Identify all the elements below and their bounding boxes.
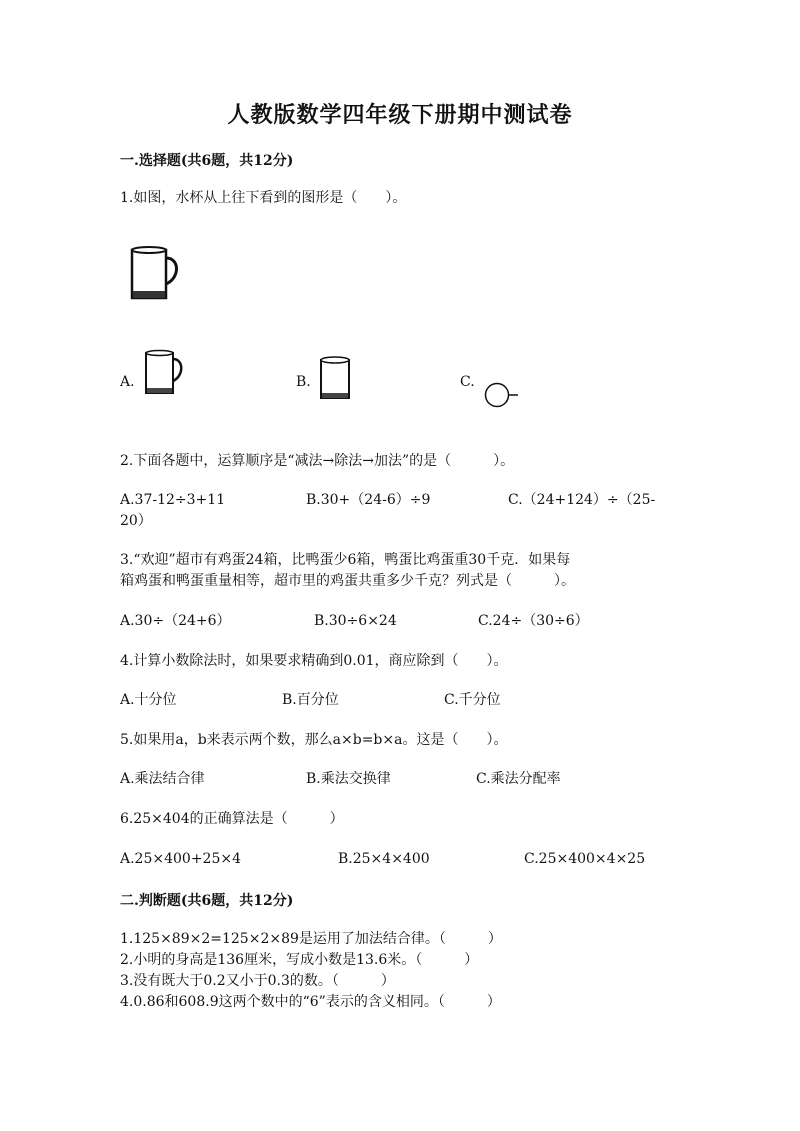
q5-option-c[interactable]: C.乘法分配率	[476, 771, 561, 787]
question-3-line-1: 3.“欢迎”超市有鸡蛋24箱，比鸭蛋少6箱，鸭蛋比鸡蛋重30千克．如果每	[120, 552, 571, 568]
judgement-item-2: 2.小明的身高是136厘米，写成小数是13.6米。（ ）	[120, 952, 479, 968]
q6-option-c[interactable]: C.25×400×4×25	[524, 851, 646, 867]
q1-option-a-label[interactable]: A.	[120, 374, 135, 390]
q5-option-a[interactable]: A.乘法结合律	[120, 771, 205, 787]
question-1-text: 1.如图，水杯从上往下看到的图形是（ ）。	[120, 190, 407, 206]
q2-option-c-wrap: 20）	[120, 513, 152, 529]
q3-option-b[interactable]: B.30÷6×24	[314, 613, 397, 629]
question-3-line-2: 箱鸡蛋和鸭蛋重量相等，超市里的鸡蛋共重多少千克？列式是（ ）。	[120, 573, 575, 589]
question-4-text: 4.计算小数除法时，如果要求精确到0.01，商应除到（ ）。	[120, 653, 508, 669]
q6-option-b[interactable]: B.25×4×400	[338, 851, 430, 867]
q4-option-a[interactable]: A.十分位	[120, 692, 177, 708]
q4-option-c[interactable]: C.千分位	[444, 692, 501, 708]
section-heading-choice: 一.选择题(共6题，共12分)	[120, 153, 294, 169]
question-5-text: 5.如果用a，b来表示两个数，那么a×b=b×a。这是（ ）。	[120, 732, 508, 748]
q2-option-b[interactable]: B.30+（24-6）÷9	[306, 492, 431, 508]
q4-option-b[interactable]: B.百分位	[282, 692, 339, 708]
q1-option-b-label[interactable]: B.	[296, 374, 311, 390]
circle-with-handle-icon	[482, 380, 522, 410]
section-heading-judgement: 二.判断题(共6题，共12分)	[120, 893, 294, 909]
question-2-text: 2.下面各题中，运算顺序是“减法→除法→加法”的是（ ）。	[120, 453, 515, 469]
q3-option-c[interactable]: C.24÷（30÷6）	[478, 613, 589, 629]
q3-option-a[interactable]: A.30÷（24+6）	[120, 613, 231, 629]
judgement-item-4: 4.0.86和608.9这两个数中的“6”表示的含义相同。（ ）	[120, 994, 501, 1010]
judgement-item-1: 1.125×89×2=125×2×89是运用了加法结合律。（ ）	[120, 931, 502, 947]
mug-icon	[128, 244, 182, 304]
q2-option-c[interactable]: C.（24+124）÷（25-	[508, 492, 656, 508]
q5-option-b[interactable]: B.乘法交换律	[306, 771, 391, 787]
mug-side-icon	[143, 348, 187, 398]
question-6-text: 6.25×404的正确算法是（ ）	[120, 811, 344, 827]
q1-option-c-label[interactable]: C.	[460, 374, 475, 390]
judgement-item-3: 3.没有既大于0.2又小于0.3的数。（ ）	[120, 973, 395, 989]
q2-option-a[interactable]: A.37-12÷3+11	[120, 492, 226, 508]
cylinder-front-icon	[318, 354, 354, 406]
q6-option-a[interactable]: A.25×400+25×4	[120, 851, 242, 867]
page-title: 人教版数学四年级下册期中测试卷	[227, 102, 573, 128]
